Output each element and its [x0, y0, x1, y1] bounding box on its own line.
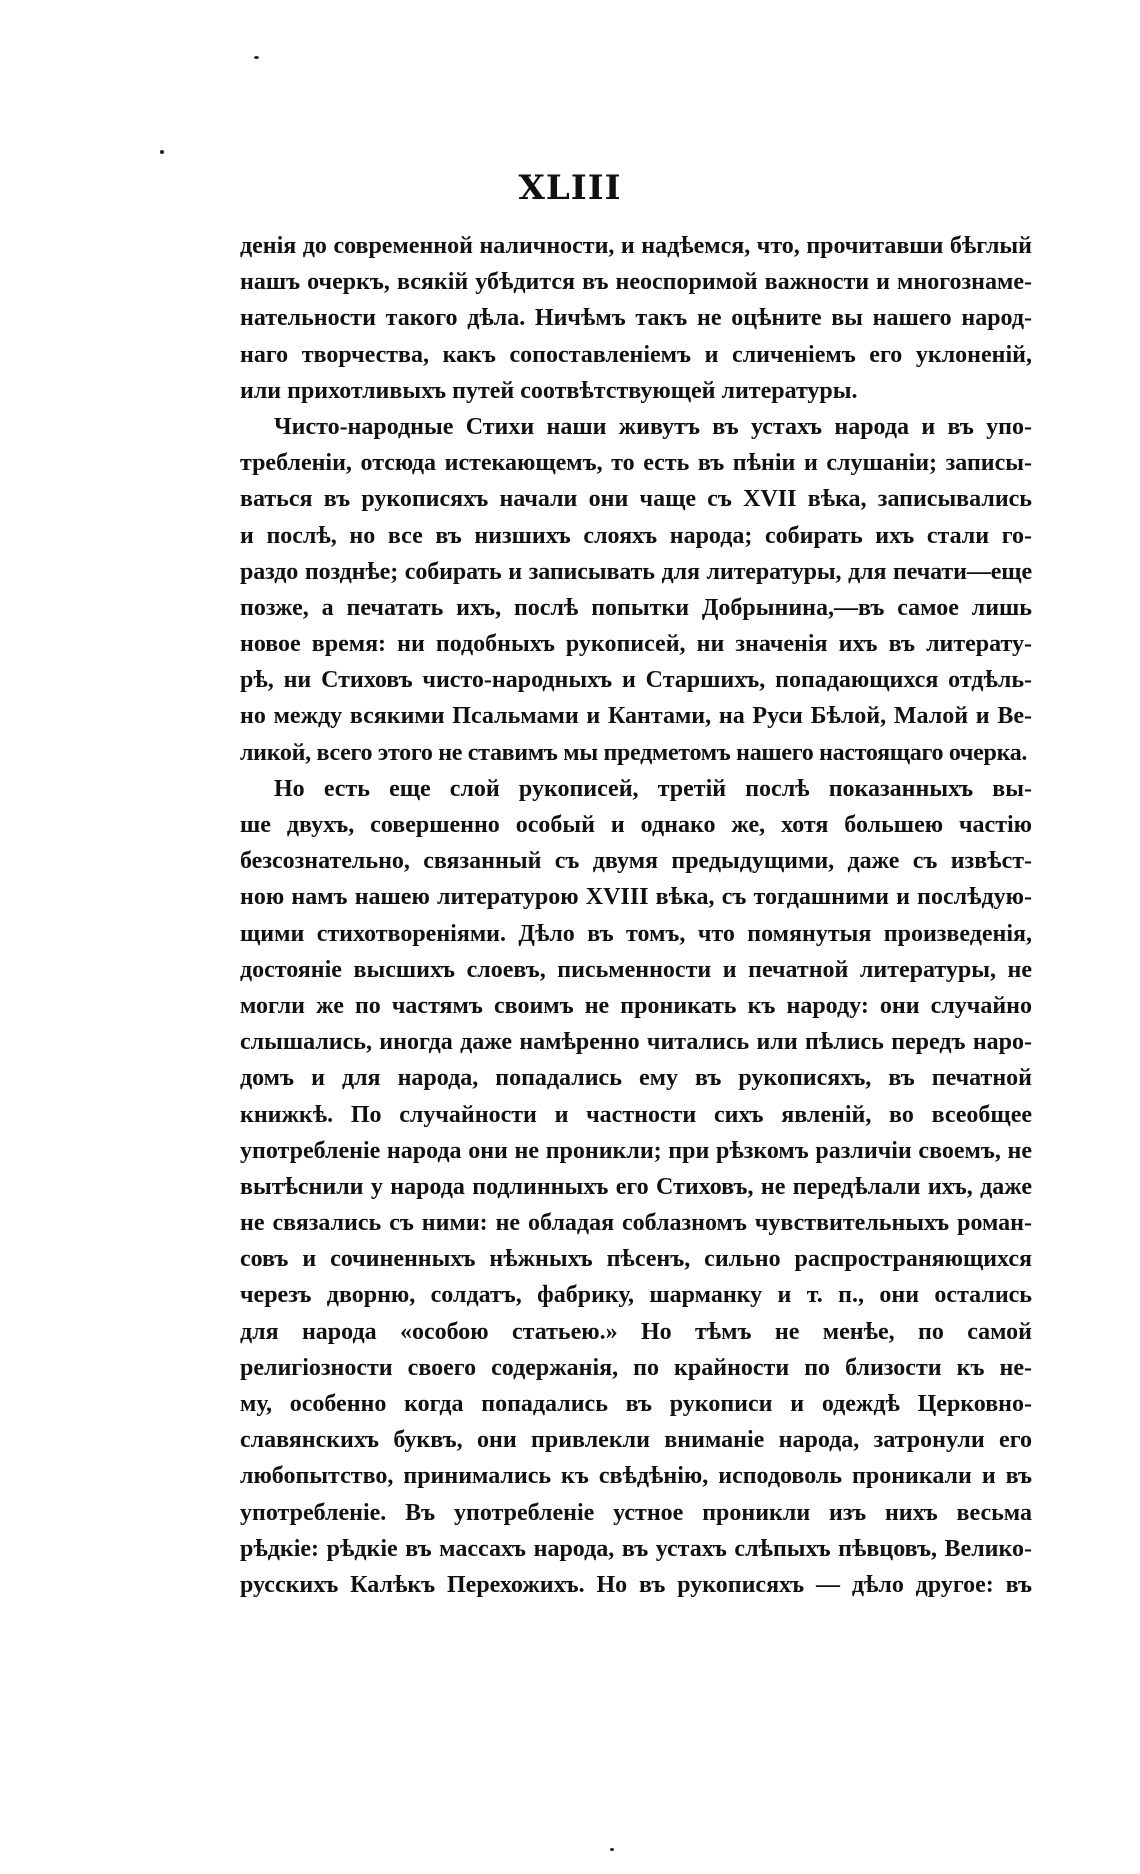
text-line: денія до современной наличности, и надѣемся, что, прочитавши бѣглый [240, 233, 1032, 259]
text-line: ваться въ рукописяхъ начали они чаще съ XVII вѣка, записывались [240, 486, 1032, 513]
text-line: употребленіе. Въ употребленіе устное проникли изъ нихъ весьма [240, 1499, 1032, 1526]
text-line: Но есть еще слой рукописей, третій послѣ показанныхъ вы- [274, 775, 1032, 802]
text-line: Чисто-народные Стихи наши живутъ въ устахъ народа и въ упо- [274, 413, 1032, 440]
text-line: вытѣснили у народа подлинныхъ его Стиховъ, не передѣлали ихъ, даже [240, 1173, 1032, 1200]
text-line: не связались съ ними: не обладая соблазномъ чувствительныхъ роман- [240, 1210, 1032, 1237]
text-line: но между всякими Псальмами и Кантами, на Руси Бѣлой, Малой и Ве- [240, 703, 1032, 730]
text-line: совъ и сочиненныхъ нѣжныхъ пѣсенъ, сильно распространяющихся [240, 1246, 1032, 1273]
text-line: достояніе высшихъ слоевъ, письменности и печатной литературы, не [240, 956, 1032, 983]
text-line: употребленіе народа они не проникли; при рѣзкомъ различіи своемъ, не [240, 1137, 1032, 1164]
speck-mark [610, 1848, 614, 1851]
paragraph [240, 228, 1032, 409]
body-text [240, 228, 1032, 1603]
speck-mark [160, 150, 164, 154]
text-line: безсознательно, связанный съ двумя предыдущими, даже съ извѣст- [240, 848, 1032, 875]
text-line: рѣдкіе: рѣдкіе въ массахъ народа, въ устахъ слѣпыхъ пѣвцовъ, Велико- [240, 1535, 1032, 1562]
text-line: нательности такого дѣла. Ничѣмъ такъ не оцѣните вы нашего народ- [240, 305, 1032, 332]
speck-mark [254, 56, 259, 59]
text-line: религіозности своего содержанія, по крайности по близости къ не- [240, 1354, 1032, 1381]
text-line: и послѣ, но все въ низшихъ слояхъ народа; собирать ихъ стали го- [240, 522, 1032, 549]
text-line: русскихъ Калѣкъ Перехожихъ. Но въ рукописяхъ — дѣло другое: въ [240, 1571, 1032, 1598]
text-line: требленіи, отсюда истекающемъ, то есть въ пѣніи и слушаніи; записы- [240, 450, 1032, 477]
text-line: книжкѣ. По случайности и частности сихъ явленій, во всеобщее [240, 1101, 1032, 1128]
text-line: раздо позднѣе; собирать и записывать для литературы, для печати—еще [240, 558, 1032, 585]
text-line: для народа «особою статьею.» Но тѣмъ не менѣе, по самой [240, 1318, 1032, 1345]
text-line: рѣ, ни Стиховъ чисто-народныхъ и Старшихъ, попадающихся отдѣль- [240, 667, 1032, 694]
text-line: ше двухъ, совершенно особый и однако же, хотя большею частію [240, 812, 1032, 838]
text-line: или прихотливыхъ путей соотвѣтствующей литературы. [240, 377, 858, 404]
text-line: нашъ очеркъ, всякій убѣдится въ неоспоримой важности и многознаме- [240, 269, 1032, 296]
text-line: черезъ дворню, солдатъ, фабрику, шарманку и т. п., они остались [240, 1282, 1032, 1309]
text-line: домъ и для народа, попадались ему въ рукописяхъ, въ печатной [240, 1065, 1032, 1092]
text-line: любопытство, принимались къ свѣдѣнію, исподоволь проникали и въ [240, 1463, 1032, 1490]
text-line: новое время: ни подобныхъ рукописей, ни значенія ихъ въ литерату- [240, 631, 1032, 658]
text-line: наго творчества, какъ сопоставленіемъ и сличеніемъ его уклоненій, [240, 341, 1032, 368]
page-number: XLIII [518, 168, 622, 208]
paragraph [240, 409, 1032, 771]
text-line: слышались, иногда даже намѣренно читались или пѣлись передъ наро- [240, 1029, 1032, 1056]
text-line: щими стихотвореніями. Дѣло въ томъ, что помянутыя произведенія, [240, 920, 1032, 947]
text-line: славянскихъ буквъ, они привлекли вниманіе народа, затронули его [240, 1427, 1032, 1454]
text-line: ликой, всего этого не ставимъ мы предметомъ нашего настоящаго очерка. [240, 739, 1028, 766]
text-line: позже, а печатать ихъ, послѣ попытки Добрынина,—въ самое лишь [240, 594, 1032, 621]
paragraph [240, 771, 1032, 1603]
text-line: могли же по частямъ своимъ не проникать къ народу: они случайно [240, 992, 1032, 1019]
text-line: ною намъ нашею литературою XVIII вѣка, съ тогдашними и послѣдую- [240, 884, 1032, 911]
text-line: му, особенно когда попадались въ рукописи и одеждѣ Церковно- [240, 1391, 1032, 1417]
